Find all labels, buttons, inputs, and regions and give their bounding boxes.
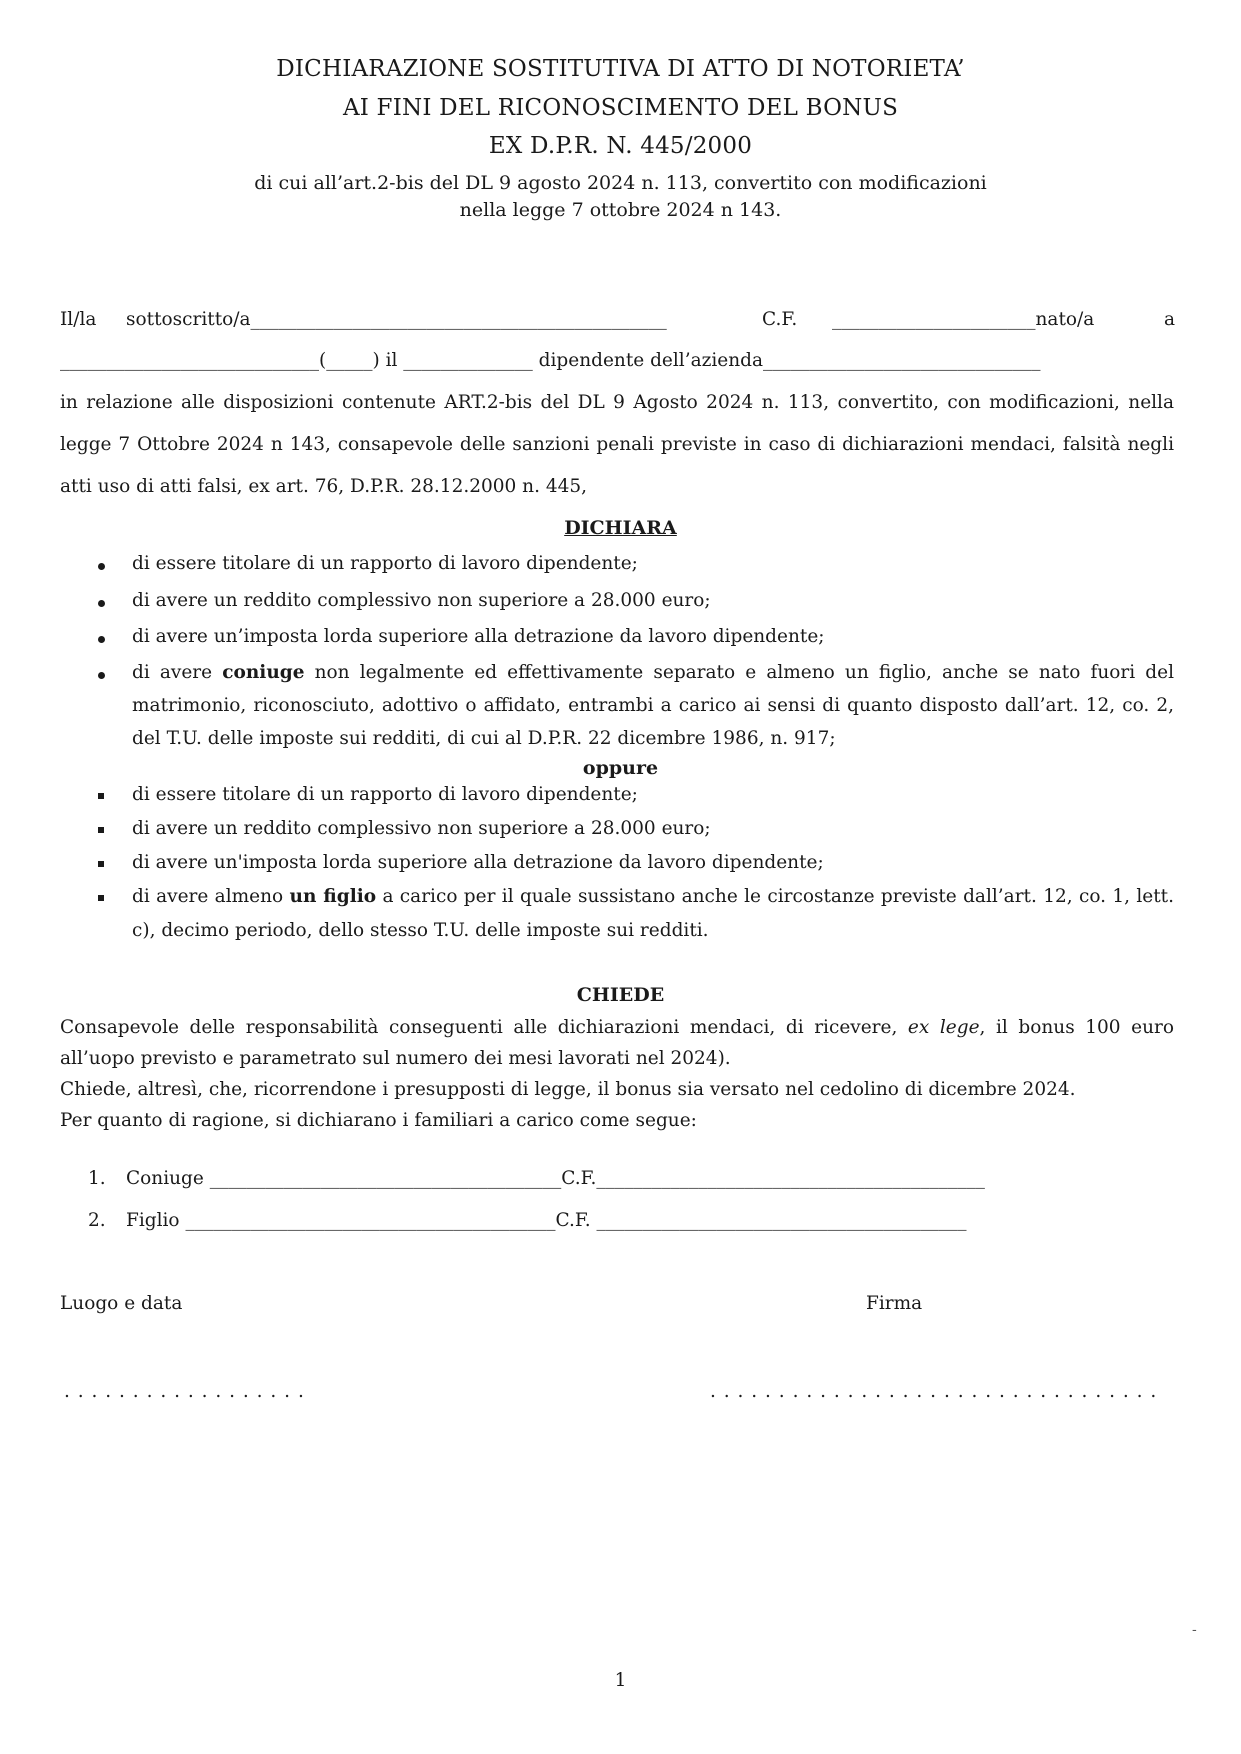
chiede-p1-line-2: all’uopo previsto e parametrato sul numero dei mesi lavorati nel 2024). <box>60 1048 731 1069</box>
familiare-number: 1. <box>88 1168 106 1189</box>
item-bold-text: un figlio <box>289 886 377 907</box>
item-text: di avere almeno <box>132 886 284 907</box>
subtitle-line-2: nella legge 7 ottobre 2024 n 143. <box>459 199 782 221</box>
dichiara-b-item-4-line-1 <box>132 886 1174 907</box>
item-text: a carico per il quale sussistano anche le circostanze previste dall’art. 12, co. 1, lett. <box>382 886 1174 907</box>
dichiara-heading: DICHIARA <box>564 517 677 539</box>
dichiara-item-1: di essere titolare di un rapporto di lavoro dipendente; <box>132 553 638 574</box>
dichiara-b-item-3: di avere un'imposta lorda superiore alla detrazione da lavoro dipendente; <box>132 852 824 873</box>
intro-a: a <box>1164 309 1176 330</box>
dichiara-item-3: di avere un’imposta lorda superiore alla detrazione da lavoro dipendente; <box>132 626 825 647</box>
chiede-text: Consapevole delle responsabilità conseguenti alle dichiarazioni mendaci, di ricevere, <box>60 1017 898 1038</box>
familiare-figlio-line: Figlio ________________________________________C.F. ________________________________________ <box>126 1210 967 1231</box>
intro-line-4: legge 7 Ottobre 2024 n 143, consapevole delle sanzioni penali previste in caso di dichiarazioni mendaci, falsità negli <box>60 434 1174 455</box>
page-number: 1 <box>614 1670 627 1691</box>
intro-ilala: Il/la <box>60 309 97 330</box>
luogo-data-dots: . . . . . . . . . . . . . . . . . . <box>64 1381 305 1402</box>
item-bold-text: coniuge <box>222 662 305 683</box>
bullet-square-icon <box>98 861 104 867</box>
stray-mark: - <box>1192 1622 1197 1638</box>
item-text: di avere <box>132 662 213 683</box>
subtitle-line-1: di cui all’art.2-bis del DL 9 agosto 2024 n. 113, convertito con modificazioni <box>254 172 987 194</box>
dichiara-item-4-line-2: matrimonio, riconosciuto, adottivo o affidato, entrambi a carico ai sensi di quanto disposto dall’art. 12, co. 2, <box>132 695 1174 716</box>
title-line-1: DICHIARAZIONE SOSTITUTIVA DI ATTO DI NOTORIETA’ <box>276 56 965 82</box>
dichiara-b-item-1: di essere titolare di un rapporto di lavoro dipendente; <box>132 784 638 805</box>
familiare-number: 2. <box>88 1210 106 1231</box>
luogo-data-label: Luogo e data <box>60 1293 183 1314</box>
chiede-p2: Chiede, altresì, che, ricorrendone i presupposti di legge, il bonus sia versato nel cedolino di dicembre 2024. <box>60 1079 1076 1100</box>
dichiara-item-2: di avere un reddito complessivo non superiore a 28.000 euro; <box>132 590 711 611</box>
intro-sottoscritto: sottoscritto/a_____________________________________________ <box>126 309 667 330</box>
firma-dots: . . . . . . . . . . . . . . . . . . . . . . . . . . . . . . . . . <box>710 1381 1158 1402</box>
oppure-heading: oppure <box>582 757 659 779</box>
intro-line-3: in relazione alle disposizioni contenute ART.2-bis del DL 9 Agosto 2024 n. 113, convertito, con modificazioni, nella <box>60 392 1174 413</box>
dichiara-b-item-2: di avere un reddito complessivo non superiore a 28.000 euro; <box>132 818 711 839</box>
familiare-coniuge-line: Coniuge ______________________________________C.F.__________________________________________ <box>126 1168 985 1189</box>
chiede-p1-line-1 <box>60 1017 1174 1038</box>
bullet-icon <box>98 600 105 607</box>
dichiara-b-item-4-line-2: c), decimo periodo, dello stesso T.U. delle imposte sui redditi. <box>132 920 709 941</box>
title-line-2: AI FINI DEL RICONOSCIMENTO DEL BONUS <box>342 95 899 121</box>
chiede-italic-text: ex lege <box>907 1017 980 1038</box>
intro-nato: ______________________nato/a <box>832 309 1095 330</box>
bullet-icon <box>98 636 105 643</box>
bullet-square-icon <box>98 895 104 901</box>
bullet-icon <box>98 563 105 570</box>
intro-line-2: ____________________________(_____) il ______________ dipendente dell’azienda______________________________ <box>60 350 1041 371</box>
intro-cf-label: C.F. <box>762 309 798 330</box>
chiede-p3: Per quanto di ragione, si dichiarano i familiari a carico come segue: <box>60 1110 697 1131</box>
bullet-square-icon <box>98 827 104 833</box>
bullet-square-icon <box>98 793 104 799</box>
dichiara-item-4-line-1 <box>132 662 1174 683</box>
item-text: non legalmente ed effettivamente separato e almeno un figlio, anche se nato fuori del <box>314 662 1174 683</box>
firma-label: Firma <box>866 1293 923 1314</box>
chiede-text: , il bonus 100 euro <box>979 1017 1174 1038</box>
bullet-icon <box>98 672 105 679</box>
title-line-3: EX D.P.R. N. 445/2000 <box>488 133 753 159</box>
chiede-heading: CHIEDE <box>576 984 665 1006</box>
dichiara-item-4-line-3: del T.U. delle imposte sui redditi, di cui al D.P.R. 22 dicembre 1986, n. 917; <box>132 728 836 749</box>
intro-line-5: atti uso di atti falsi, ex art. 76, D.P.R. 28.12.2000 n. 445, <box>60 476 588 497</box>
